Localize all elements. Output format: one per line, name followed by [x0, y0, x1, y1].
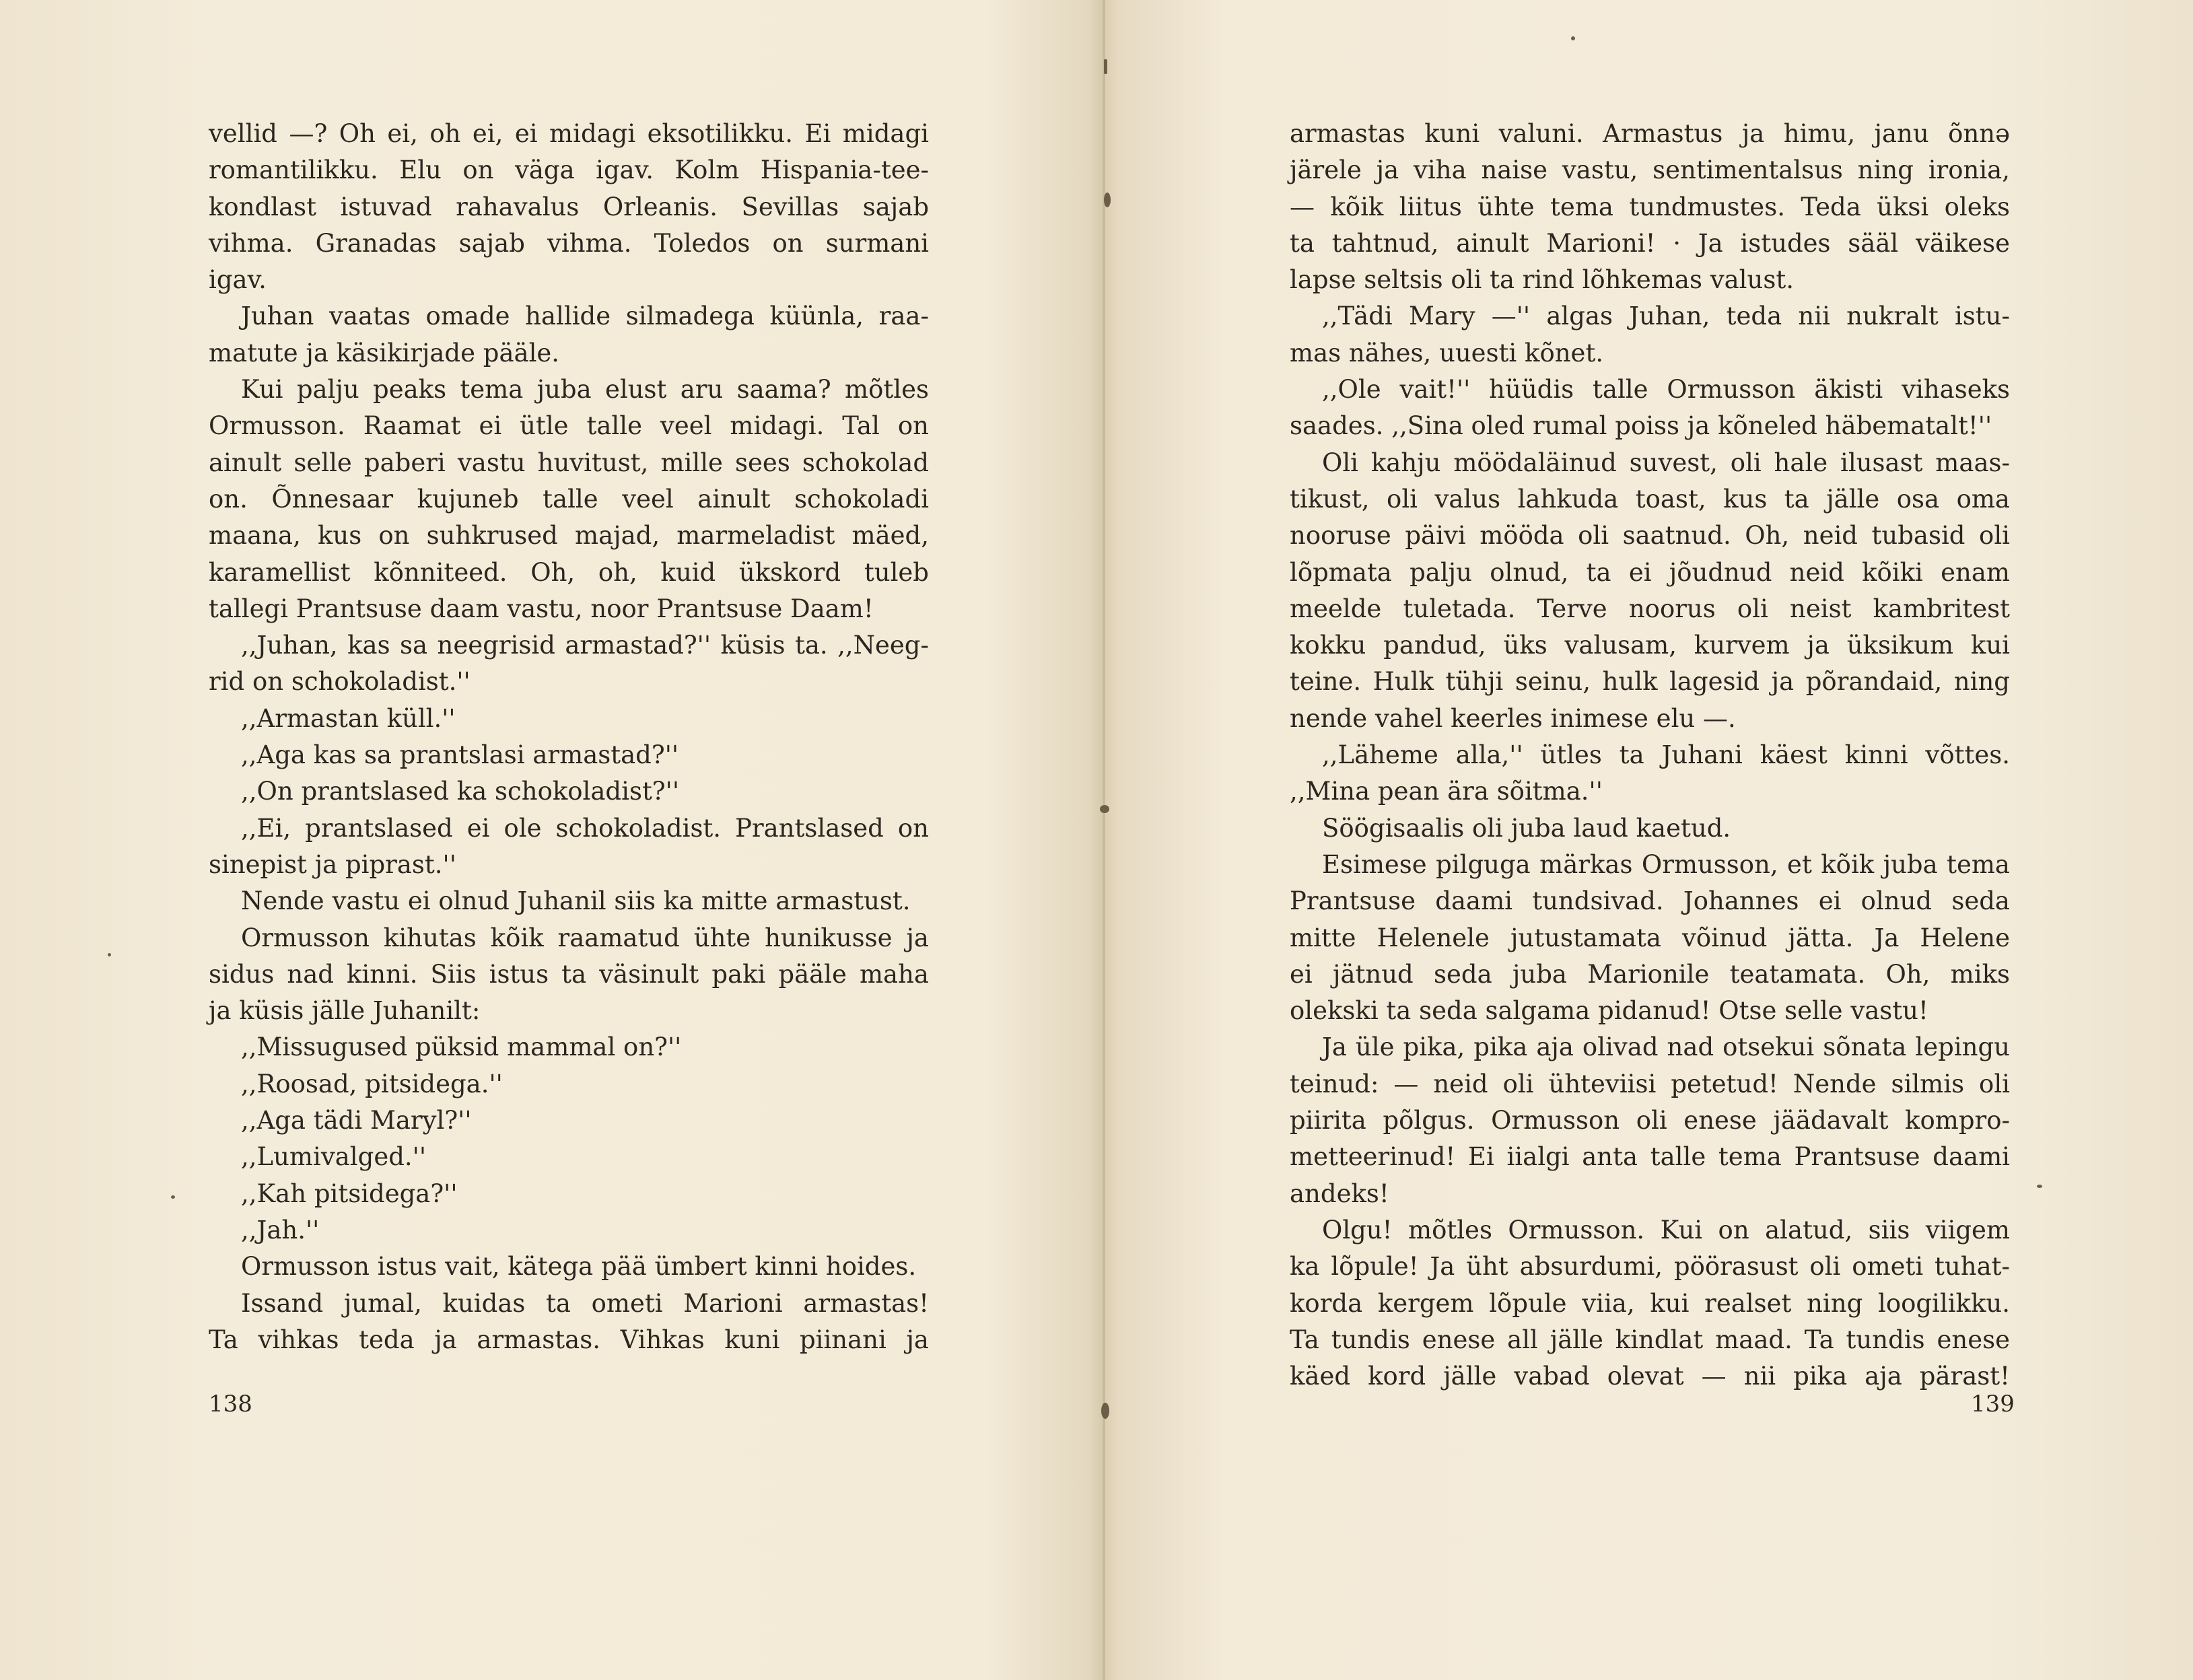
text-line: vihma. Granadas sajab vihma. Toledos on surmani [209, 228, 929, 258]
text-line: Ta vihkas teda ja armastas. Vihkas kuni piinani ja [209, 1325, 929, 1354]
text-line: ja küsis jälle Juhanilt: [209, 996, 481, 1026]
text-line: lõpmata palju olnud, ta ei jõudnud neid kõiki enam [1290, 557, 2010, 587]
right-page-text [1290, 116, 2010, 1395]
text-line: vellid —? Oh ei, oh ei, ei midagi eksotilikku. Ei midagi [209, 119, 929, 148]
text-line: käed kord jälle vabad olevat — nii pika aja pärast! [1290, 1362, 2010, 1391]
text-line: rid on schokoladist.'' [209, 667, 471, 697]
text-line: ,,Juhan, kas sa neegrisid armastad?'' küsis ta. ,,Neeg- [241, 631, 929, 660]
text-line: ,,Läheme alla,'' ütles ta Juhani käest kinni võttes. [1322, 740, 2010, 770]
text-line: Issand jumal, kuidas ta ometi Marioni armastas! [241, 1288, 929, 1318]
text-line: — kõik liitus ühte tema tundmustes. Teda üksi oleks [1290, 192, 2010, 221]
text-line: olekski ta seda salgama pidanud! Otse selle vastu! [1290, 996, 1928, 1026]
text-line: ta tahtnud, ainult Marioni! · Ja istudes sääl väikese [1290, 228, 2010, 258]
text-line: ei jätnud seda juba Marionile teatamata. Oh, miks [1290, 959, 2010, 989]
text-line: mitte Helenele jutustamata võinud jätta. Ja Helene [1290, 923, 2010, 952]
page-number: 139 [1971, 1391, 2015, 1418]
text-line: ,,On prantslased ka schokoladist?'' [241, 777, 679, 806]
text-line: ,,Roosad, pitsidega.'' [241, 1069, 503, 1098]
text-line: armastas kuni valuni. Armastus ja himu, janu õnnə [1290, 119, 2010, 148]
text-line: ,,Armastan küll.'' [241, 703, 456, 733]
left-page-text [209, 116, 929, 1358]
text-line: Prantsuse daami tundsivad. Johannes ei olnud seda [1290, 886, 2010, 916]
text-line: tikust, oli valus lahkuda toast, kus ta jälle osa oma [1290, 484, 2010, 514]
paper-speck [2037, 1185, 2042, 1188]
text-line: Oli kahju möödaläinud suvest, oli hale ilusast maas- [1322, 448, 2010, 477]
paper-speck [1104, 193, 1111, 207]
text-line: lapse seltsis oli ta rind lõhkemas valust. [1290, 265, 1794, 295]
text-line: ainult selle paberi vastu huvitust, mille sees schokolad [209, 448, 929, 477]
text-line: kokku pandud, üks valusam, kurvem ja üksikum kui [1290, 631, 2010, 660]
text-line: saades. ,,Sina oled rumal poiss ja kõneled häbematalt!'' [1290, 411, 1992, 441]
text-line: Nende vastu ei olnud Juhanil siis ka mitte armastust. [241, 886, 911, 916]
text-line: ,,Ei, prantslased ei ole schokoladist. Prantslased on [241, 813, 929, 843]
text-line: sidus nad kinni. Siis istus ta väsinult paki pääle maha [209, 959, 929, 989]
text-line: ka lõpule! Ja üht absurdumi, pöörasust oli ometi tuhat- [1290, 1252, 2010, 1282]
paper-speck [1571, 36, 1575, 40]
text-line: ,,Aga tädi Maryl?'' [241, 1106, 472, 1135]
paper-speck [1100, 805, 1109, 813]
text-line: mas nähes, uuesti kõnet. [1290, 338, 1604, 368]
page-number: 138 [209, 1391, 252, 1418]
text-line: maana, kus on suhkrused majad, marmeladist mäed, [209, 521, 929, 551]
text-line: andeks! [1290, 1179, 1389, 1208]
text-line: igav. [209, 265, 267, 295]
text-line: matute ja käsikirjade pääle. [209, 338, 560, 368]
text-line: Kui palju peaks tema juba elust aru saama? mõtles [241, 375, 929, 405]
text-line: nooruse päivi mööda oli saatnud. Oh, neid tubasid oli [1290, 521, 2010, 551]
text-line: ,,Mina pean ära sõitma.'' [1290, 777, 1603, 806]
text-line: järele ja viha naise vastu, sentimentalsus ning ironia, [1290, 155, 2010, 185]
text-line: tallegi Prantsuse daam vastu, noor Prantsuse Daam! [209, 594, 874, 623]
text-line: Söögisaalis oli juba laud kaetud. [1322, 813, 1731, 843]
text-line: ,,Jah.'' [241, 1215, 320, 1245]
text-line: Ormusson kihutas kõik raamatud ühte hunikusse ja [241, 923, 929, 952]
text-line: ,,Aga kas sa prantslasi armastad?'' [241, 740, 679, 770]
text-line: karamellist kõnniteed. Oh, oh, kuid ükskord tuleb [209, 557, 929, 587]
text-line: Olgu! mõtles Ormusson. Kui on alatud, siis viigem [1322, 1215, 2010, 1245]
text-line: metteerinud! Ei iialgi anta talle tema Prantsuse daami [1290, 1142, 2010, 1172]
text-line: Ta tundis enese all jälle kindlat maad. Ta tundis enese [1290, 1325, 2010, 1354]
text-line: piirita põlgus. Ormusson oli enese jäädavalt kompro- [1290, 1106, 2010, 1135]
paper-speck [171, 1195, 175, 1199]
paper-speck [108, 953, 111, 956]
text-line: kondlast istuvad rahavalus Orleanis. Sevillas sajab [209, 192, 929, 221]
text-line: teine. Hulk tühji seinu, hulk lagesid ja põrandaid, ning [1290, 667, 2010, 697]
text-line: nende vahel keerles inimese elu —. [1290, 703, 1736, 733]
text-line: ,,Tädi Mary —'' algas Juhan, teda nii nukralt istu- [1322, 302, 2010, 331]
text-line: korda kergem lõpule viia, kui realset ning loogilikku. [1290, 1288, 2010, 1318]
text-line: ,,Missugused püksid mammal on?'' [241, 1032, 682, 1062]
text-line: sinepist ja piprast.'' [209, 849, 456, 879]
text-line: Esimese pilguga märkas Ormusson, et kõik juba tema [1322, 849, 2010, 879]
text-line: meelde tuletada. Terve noorus oli neist kambritest [1290, 594, 2010, 623]
text-line: Ja üle pika, pika aja olivad nad otsekui sõnata lepingu [1322, 1032, 2010, 1062]
text-line: ,,Ole vait!'' hüüdis talle Ormusson äkisti vihaseks [1322, 375, 2010, 405]
text-line: Ormusson istus vait, kätega pää ümbert kinni hoides. [241, 1252, 917, 1282]
text-line: romantilikku. Elu on väga igav. Kolm Hispania-tee- [209, 155, 929, 185]
book-gutter [1103, 0, 1105, 1680]
text-line: Juhan vaatas omade hallide silmadega küünla, raa- [241, 302, 929, 331]
text-line: ,,Lumivalged.'' [241, 1142, 427, 1172]
text-line: on. Õnnesaar kujuneb talle veel ainult schokoladi [209, 484, 929, 514]
text-line: teinud: — neid oli ühteviisi petetud! Nende silmis oli [1290, 1069, 2010, 1098]
paper-speck [1101, 1403, 1109, 1419]
text-line: Ormusson. Raamat ei ütle talle veel midagi. Tal on [209, 411, 929, 441]
paper-speck [1104, 59, 1107, 74]
text-line: ,,Kah pitsidega?'' [241, 1179, 458, 1208]
